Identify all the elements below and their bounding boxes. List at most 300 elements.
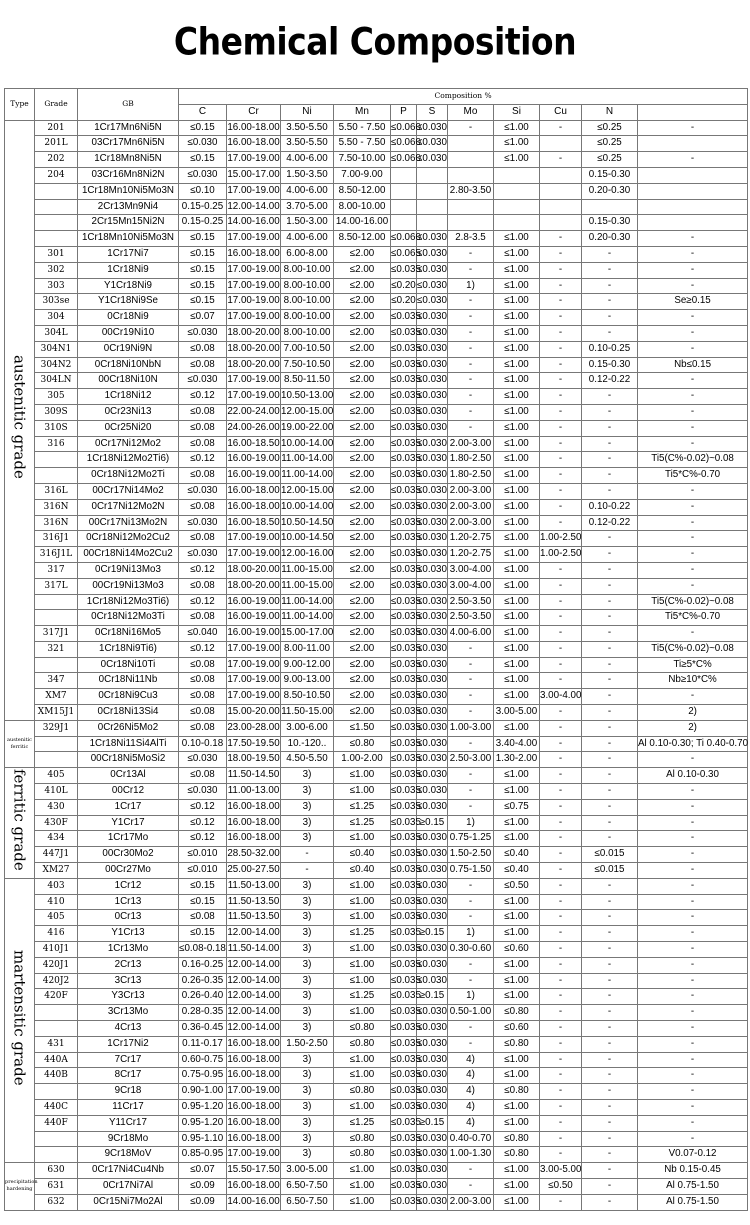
value-cell: - (448, 973, 494, 989)
value-cell (417, 167, 448, 183)
value-cell: ≤0.060 (391, 136, 417, 152)
value-cell: ≤1.00 (494, 231, 540, 247)
value-cell: - (582, 799, 638, 815)
value-cell: 22.00-24.00 (227, 404, 281, 420)
value-cell: - (582, 547, 638, 563)
table-row (5, 215, 748, 231)
value-cell: ≤0.12 (179, 641, 227, 657)
grade-cell: 403 (35, 878, 78, 894)
value-cell (540, 136, 582, 152)
value-cell: 16.00-18.00 (227, 1178, 281, 1194)
value-cell: - (540, 310, 582, 326)
value-cell: - (540, 878, 582, 894)
header-element: N (582, 104, 638, 120)
value-cell: - (582, 278, 638, 294)
gb-cell: 1Cr18Mn10Ni5Mo3N (78, 231, 179, 247)
value-cell: - (448, 310, 494, 326)
value-cell: ≤0.030 (179, 752, 227, 768)
value-cell (391, 167, 417, 183)
value-cell: ≤1.25 (334, 926, 391, 942)
value-cell: ≤2.00 (334, 483, 391, 499)
value-cell: ≤0.030 (417, 1052, 448, 1068)
value-cell: - (540, 989, 582, 1005)
value-cell: 1.80-2.50 (448, 452, 494, 468)
value-cell: - (540, 720, 582, 736)
table-row (5, 420, 748, 436)
gb-cell: 9Cr18 (78, 1084, 179, 1100)
table-row (5, 989, 748, 1005)
value-cell: - (540, 657, 582, 673)
value-cell: - (638, 1052, 748, 1068)
value-cell: 0.15-0.30 (582, 357, 638, 373)
value-cell: - (582, 420, 638, 436)
value-cell: - (638, 863, 748, 879)
value-cell: ≤0.030 (417, 1036, 448, 1052)
value-cell: - (638, 894, 748, 910)
value-cell: ≤0.80 (494, 1131, 540, 1147)
value-cell: 4) (448, 1068, 494, 1084)
value-cell: 10.00-14.00 (281, 436, 334, 452)
grade-cell (35, 1131, 78, 1147)
value-cell: ≤0.035 (391, 831, 417, 847)
value-cell: ≤0.030 (417, 957, 448, 973)
value-cell: 16.00-18.00 (227, 1100, 281, 1116)
value-cell: 6.00-8.00 (281, 246, 334, 262)
value-cell: ≤2.00 (334, 452, 391, 468)
value-cell: 14.00-16.00 (334, 215, 391, 231)
value-cell: ≤1.00 (334, 878, 391, 894)
value-cell: ≤2.00 (334, 294, 391, 310)
value-cell: ≤2.00 (334, 641, 391, 657)
value-cell: - (582, 1163, 638, 1179)
value-cell: 2.8-3.5 (448, 231, 494, 247)
grade-cell (35, 594, 78, 610)
value-cell: - (582, 325, 638, 341)
grade-cell: 440A (35, 1052, 78, 1068)
table-row (5, 452, 748, 468)
table-row (5, 973, 748, 989)
value-cell: ≤2.00 (334, 325, 391, 341)
value-cell: - (638, 310, 748, 326)
value-cell: ≤2.00 (334, 389, 391, 405)
value-cell: - (540, 831, 582, 847)
value-cell: ≤0.035 (391, 1005, 417, 1021)
value-cell: 0.20-0.30 (582, 231, 638, 247)
value-cell: - (638, 847, 748, 863)
value-cell: - (582, 562, 638, 578)
value-cell: 3) (281, 1115, 334, 1131)
value-cell: - (582, 294, 638, 310)
value-cell: ≤0.035 (391, 499, 417, 515)
value-cell: 0.28-0.35 (179, 1005, 227, 1021)
table-row (5, 373, 748, 389)
value-cell: Ti5*C%-0.70 (638, 610, 748, 626)
value-cell: - (540, 152, 582, 168)
value-cell: ≤0.035 (391, 547, 417, 563)
value-cell: 16.00-18.00 (227, 246, 281, 262)
gb-cell: 0Cr19Ni9N (78, 341, 179, 357)
value-cell: 1.50-3.50 (281, 167, 334, 183)
value-cell: ≤0.035 (391, 989, 417, 1005)
value-cell: - (540, 468, 582, 484)
value-cell: - (638, 246, 748, 262)
value-cell: ≤0.035 (391, 1115, 417, 1131)
value-cell: 16.00-18.00 (227, 799, 281, 815)
grade-cell: 632 (35, 1194, 78, 1210)
value-cell: - (582, 894, 638, 910)
value-cell: 1.00-2.00 (334, 752, 391, 768)
value-cell: ≤0.035 (391, 1052, 417, 1068)
value-cell: ≤0.035 (391, 341, 417, 357)
table-row (5, 799, 748, 815)
gb-cell: 3Cr13Mo (78, 1005, 179, 1021)
value-cell: ≤1.00 (334, 1052, 391, 1068)
value-cell: ≤1.00 (494, 1068, 540, 1084)
value-cell: - (582, 878, 638, 894)
value-cell: 16.00-18.00 (227, 136, 281, 152)
value-cell: 17.00-19.00 (227, 657, 281, 673)
value-cell: ≤1.00 (494, 515, 540, 531)
value-cell: - (448, 673, 494, 689)
value-cell: ≤1.00 (494, 420, 540, 436)
value-cell: ≤2.00 (334, 547, 391, 563)
value-cell: ≤2.00 (334, 420, 391, 436)
grade-cell: 405 (35, 910, 78, 926)
value-cell: ≤1.00 (494, 1194, 540, 1210)
value-cell: - (540, 626, 582, 642)
value-cell: ≤0.08 (179, 768, 227, 784)
value-cell: 16.00-19.00 (227, 594, 281, 610)
value-cell: - (582, 389, 638, 405)
value-cell: - (448, 294, 494, 310)
gb-cell: 0Cr18Ni16Mo5 (78, 626, 179, 642)
value-cell: ≤0.030 (417, 673, 448, 689)
value-cell: ≤0.12 (179, 389, 227, 405)
value-cell: ≤2.00 (334, 373, 391, 389)
value-cell: - (448, 420, 494, 436)
gb-cell: 1Cr17Mo (78, 831, 179, 847)
value-cell: ≤1.00 (494, 578, 540, 594)
value-cell: 3) (281, 910, 334, 926)
value-cell: 3) (281, 784, 334, 800)
value-cell: - (448, 799, 494, 815)
value-cell: ≤0.030 (179, 515, 227, 531)
value-cell: ≤1.00 (494, 389, 540, 405)
value-cell: 3.50-5.50 (281, 136, 334, 152)
value-cell: - (582, 689, 638, 705)
grade-cell (35, 657, 78, 673)
value-cell: ≤1.00 (494, 926, 540, 942)
table-row (5, 404, 748, 420)
header-element: Mn (334, 104, 391, 120)
value-cell: - (582, 436, 638, 452)
value-cell: 2.50-3.50 (448, 594, 494, 610)
header-element: Si (494, 104, 540, 120)
value-cell: ≤0.030 (417, 1068, 448, 1084)
table-row (5, 152, 748, 168)
table-row (5, 815, 748, 831)
value-cell: 1.50-2.50 (448, 847, 494, 863)
value-cell: ≤0.030 (417, 136, 448, 152)
value-cell (540, 167, 582, 183)
grade-cell (35, 215, 78, 231)
value-cell: - (448, 736, 494, 752)
gb-cell: 00Cr27Mo (78, 863, 179, 879)
value-cell: ≤0.035 (391, 404, 417, 420)
value-cell: ≤0.035 (391, 1036, 417, 1052)
value-cell: ≤0.08 (179, 720, 227, 736)
value-cell (540, 183, 582, 199)
value-cell: ≤0.25 (582, 152, 638, 168)
value-cell (417, 199, 448, 215)
value-cell: - (582, 1052, 638, 1068)
value-cell: ≤0.08 (179, 910, 227, 926)
value-cell: ≤2.00 (334, 278, 391, 294)
table-row (5, 720, 748, 736)
header-composition: Composition % (179, 89, 748, 105)
value-cell: 0.11-0.17 (179, 1036, 227, 1052)
value-cell: ≤0.015 (582, 863, 638, 879)
value-cell: 3) (281, 831, 334, 847)
value-cell: 0.15-0.30 (582, 215, 638, 231)
value-cell: - (638, 752, 748, 768)
value-cell: ≤0.035 (391, 1163, 417, 1179)
type-cell (5, 768, 35, 879)
value-cell: ≤0.060 (391, 231, 417, 247)
value-cell: 16.00-18.00 (227, 831, 281, 847)
value-cell: ≤0.035 (391, 1084, 417, 1100)
value-cell: ≤2.00 (334, 499, 391, 515)
value-cell: 0.16-0.25 (179, 957, 227, 973)
table-row (5, 515, 748, 531)
value-cell: 2.00-3.00 (448, 515, 494, 531)
value-cell: ≤1.00 (494, 1163, 540, 1179)
value-cell: 3) (281, 989, 334, 1005)
table-row (5, 1052, 748, 1068)
value-cell: - (540, 1068, 582, 1084)
value-cell: ≤0.030 (417, 689, 448, 705)
value-cell: - (540, 420, 582, 436)
value-cell: - (582, 594, 638, 610)
value-cell: - (582, 452, 638, 468)
gb-cell: 0Cr18Ni12Mo2Ti (78, 468, 179, 484)
grade-cell: XM15J1 (35, 705, 78, 721)
value-cell: 8.00-10.00 (281, 262, 334, 278)
gb-cell: 2Cr13Mn9Ni4 (78, 199, 179, 215)
value-cell: 16.00-18.00 (227, 1131, 281, 1147)
value-cell: - (582, 736, 638, 752)
table-row (5, 831, 748, 847)
table-row (5, 389, 748, 405)
value-cell: - (540, 1036, 582, 1052)
value-cell: - (448, 705, 494, 721)
value-cell: ≤0.035 (391, 389, 417, 405)
value-cell: 4) (448, 1115, 494, 1131)
value-cell: 11.50-14.00 (227, 942, 281, 958)
type-label: austenitic grade (10, 355, 29, 480)
value-cell: ≤0.035 (391, 483, 417, 499)
table-row (5, 246, 748, 262)
value-cell: 16.00-18.00 (227, 815, 281, 831)
value-cell: ≤0.030 (417, 246, 448, 262)
value-cell: ≤1.25 (334, 815, 391, 831)
value-cell: - (638, 483, 748, 499)
value-cell: Se≥0.15 (638, 294, 748, 310)
value-cell: ≤0.030 (417, 262, 448, 278)
value-cell: ≤1.00 (494, 341, 540, 357)
grade-cell: 420F (35, 989, 78, 1005)
value-cell: - (638, 515, 748, 531)
value-cell: ≤0.08 (179, 341, 227, 357)
value-cell: 4) (448, 1052, 494, 1068)
gb-cell: 0Cr18Ni11Nb (78, 673, 179, 689)
table-row (5, 926, 748, 942)
value-cell: ≤1.00 (494, 720, 540, 736)
grade-cell: 447J1 (35, 847, 78, 863)
value-cell: 4.00-6.00 (281, 152, 334, 168)
value-cell: ≤0.08 (179, 657, 227, 673)
value-cell: 1.00-3.00 (448, 720, 494, 736)
value-cell: - (582, 610, 638, 626)
value-cell: ≤0.030 (417, 641, 448, 657)
value-cell: - (448, 784, 494, 800)
value-cell: ≤1.00 (494, 278, 540, 294)
value-cell: 0.26-0.40 (179, 989, 227, 1005)
value-cell: ≤1.00 (494, 468, 540, 484)
value-cell: 17.00-19.00 (227, 531, 281, 547)
value-cell (448, 215, 494, 231)
gb-cell: 00Cr30Mo2 (78, 847, 179, 863)
gb-cell: 1Cr13Mo (78, 942, 179, 958)
value-cell: 8.50-10.50 (281, 689, 334, 705)
value-cell: ≤1.00 (334, 1068, 391, 1084)
header-element: Cu (540, 104, 582, 120)
value-cell: - (582, 468, 638, 484)
value-cell: ≤0.030 (417, 863, 448, 879)
header-element: S (417, 104, 448, 120)
value-cell: - (582, 1100, 638, 1116)
value-cell: ≤2.00 (334, 262, 391, 278)
value-cell: - (448, 641, 494, 657)
value-cell: ≤0.035 (391, 878, 417, 894)
value-cell: ≤1.00 (494, 815, 540, 831)
value-cell: - (582, 1021, 638, 1037)
gb-cell: 00Cr17Ni13Mo2N (78, 515, 179, 531)
value-cell: 5.50 - 7.50 (334, 136, 391, 152)
value-cell: ≤0.035 (391, 720, 417, 736)
value-cell: - (582, 578, 638, 594)
value-cell: - (540, 325, 582, 341)
gb-cell: 00Cr18Ni14Mo2Cu2 (78, 547, 179, 563)
value-cell: 2.00-3.00 (448, 436, 494, 452)
gb-cell: 0Cr18Ni9Cu3 (78, 689, 179, 705)
value-cell: 0.26-0.35 (179, 973, 227, 989)
value-cell: ≤0.08 (179, 436, 227, 452)
value-cell: ≤2.00 (334, 594, 391, 610)
value-cell: ≤1.25 (334, 799, 391, 815)
value-cell: ≤1.00 (494, 910, 540, 926)
grade-cell: 317 (35, 562, 78, 578)
gb-cell: 00Cr17Ni14Mo2 (78, 483, 179, 499)
value-cell: - (638, 1005, 748, 1021)
value-cell: - (540, 752, 582, 768)
value-cell: 17.50-19.50 (227, 736, 281, 752)
value-cell: ≤0.035 (391, 926, 417, 942)
table-row (5, 863, 748, 879)
value-cell: 15.00-17.00 (281, 626, 334, 642)
value-cell: - (638, 1021, 748, 1037)
value-cell: 3) (281, 1084, 334, 1100)
value-cell: 1) (448, 926, 494, 942)
value-cell: 17.00-19.00 (227, 689, 281, 705)
value-cell: ≤0.030 (417, 278, 448, 294)
gb-cell: 0Cr18Ni9 (78, 310, 179, 326)
grade-cell (35, 231, 78, 247)
table-row (5, 483, 748, 499)
grade-cell: 410J1 (35, 942, 78, 958)
value-cell: ≤1.00 (334, 1178, 391, 1194)
value-cell: 2.50-3.00 (448, 752, 494, 768)
value-cell: ≤2.00 (334, 341, 391, 357)
composition-table (4, 88, 748, 1211)
table-row (5, 531, 748, 547)
table-row (5, 183, 748, 199)
value-cell: - (582, 310, 638, 326)
value-cell: Al 0.10-0.30; Ti 0.40-0.70 (638, 736, 748, 752)
table-row (5, 657, 748, 673)
gb-cell: Y11Cr17 (78, 1115, 179, 1131)
value-cell: 16.00-18.00 (227, 483, 281, 499)
value-cell: - (448, 325, 494, 341)
value-cell: - (638, 389, 748, 405)
gb-cell: 0Cr18Ni13Si4 (78, 705, 179, 721)
value-cell: ≤0.035 (391, 1194, 417, 1210)
value-cell: ≥0.15 (417, 1115, 448, 1131)
value-cell: 2.00-3.00 (448, 483, 494, 499)
value-cell: - (582, 752, 638, 768)
value-cell: - (448, 389, 494, 405)
value-cell: 16.00-18.50 (227, 515, 281, 531)
grade-cell: 204 (35, 167, 78, 183)
table-row (5, 1068, 748, 1084)
value-cell: ≤2.00 (334, 468, 391, 484)
gb-cell: 2Cr15Mn15Ni2N (78, 215, 179, 231)
value-cell: ≤0.15 (179, 894, 227, 910)
value-cell: - (638, 799, 748, 815)
value-cell: 0.30-0.60 (448, 942, 494, 958)
value-cell: Ti≥5*C% (638, 657, 748, 673)
value-cell: ≤0.035 (391, 420, 417, 436)
table-row (5, 325, 748, 341)
grade-cell: 430 (35, 799, 78, 815)
value-cell: - (638, 231, 748, 247)
value-cell: - (638, 262, 748, 278)
value-cell: 12.00-14.00 (227, 1021, 281, 1037)
value-cell: 4.00-6.00 (281, 183, 334, 199)
value-cell: ≤0.035 (391, 626, 417, 642)
table-row (5, 547, 748, 563)
table-row (5, 1005, 748, 1021)
value-cell: ≤0.035 (391, 768, 417, 784)
value-cell: 28.50-32.00 (227, 847, 281, 863)
value-cell: 8.00-11.00 (281, 641, 334, 657)
value-cell: 3) (281, 1005, 334, 1021)
value-cell: 3) (281, 799, 334, 815)
value-cell: Ti5(C%-0.02)~0.08 (638, 452, 748, 468)
value-cell (638, 183, 748, 199)
value-cell: - (540, 294, 582, 310)
value-cell (391, 215, 417, 231)
